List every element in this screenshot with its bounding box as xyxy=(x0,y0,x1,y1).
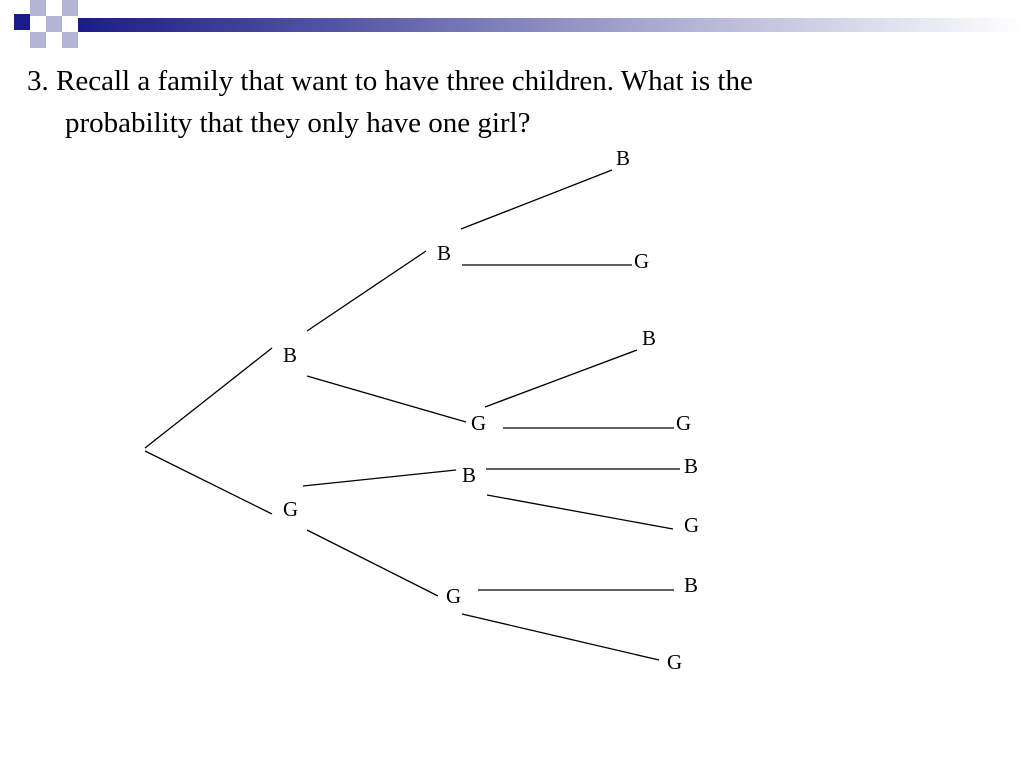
tree-node-label: G xyxy=(283,497,299,521)
tree-branch xyxy=(307,251,426,331)
tree-branch xyxy=(307,376,466,422)
tree-leaf-label: B xyxy=(684,454,699,478)
tree-branch xyxy=(303,470,456,486)
tree-branch xyxy=(145,451,272,514)
tree-leaf-label: B xyxy=(616,146,631,170)
tree-branch xyxy=(485,350,637,407)
tree-branch xyxy=(461,170,612,229)
question-line-2: probability that they only have one girl? xyxy=(65,107,531,139)
tree-branch xyxy=(462,614,659,660)
tree-node-label: G xyxy=(471,411,487,435)
tree-leaf-label: G xyxy=(634,249,650,273)
tree-leaf-label: G xyxy=(684,513,700,537)
tree-branch xyxy=(145,348,272,448)
tree-node-label: B xyxy=(283,343,298,367)
tree-leaf-label: B xyxy=(642,326,657,350)
question-line-1: 3. Recall a family that want to have three children. What is the xyxy=(27,65,753,97)
tree-branch xyxy=(487,495,673,529)
tree-leaf-label: B xyxy=(684,573,699,597)
tree-branch xyxy=(307,530,438,596)
tree-node-label: B xyxy=(437,241,452,265)
tree-leaf-label: G xyxy=(667,650,683,674)
tree-node-label: G xyxy=(446,584,462,608)
tree-node-label: B xyxy=(462,463,477,487)
tree-leaf-label: G xyxy=(676,411,692,435)
